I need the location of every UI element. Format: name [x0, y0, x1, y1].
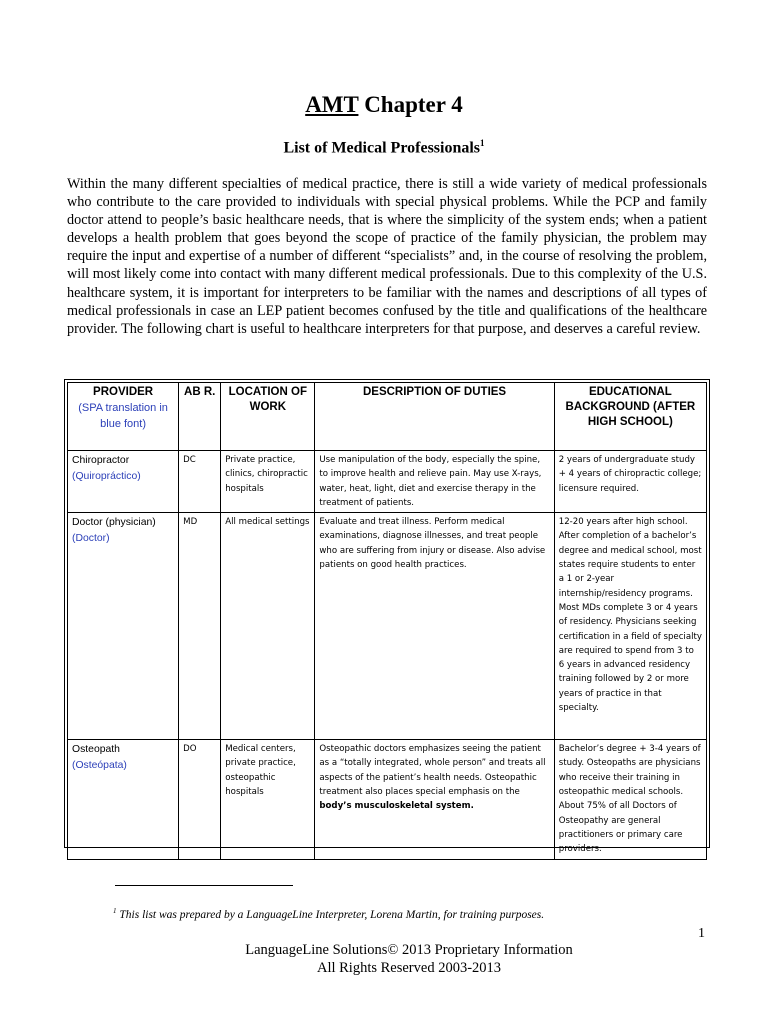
header-education: EDUCATIONAL BACKGROUND (AFTER HIGH SCHOOL) [554, 383, 706, 451]
title-abbr: AMT [305, 92, 359, 117]
header-provider: PROVIDER (SPA translation in blue font) [68, 383, 179, 451]
provider-cell: Chiropractor (Quiropráctico) [68, 451, 179, 513]
header-abr: AB R. [179, 383, 221, 451]
abr-cell: DO [179, 740, 221, 859]
page-subtitle [0, 138, 768, 157]
abr-cell: MD [179, 513, 221, 740]
spanish-translation: (Osteópata) [72, 760, 127, 772]
professionals-table [67, 382, 707, 860]
location-cell: Medical centers, private practice, osteopathic hospitals [221, 740, 315, 859]
abr-cell: DC [179, 451, 221, 513]
duties-cell: Evaluate and treat illness. Perform medical examinations, diagnose illnesses, and treat people who are suffering from injury or disease. Also advise patients on good health practices. [315, 513, 554, 740]
subtitle-text: List of Medical Professionals [283, 139, 481, 157]
header-provider-note: (SPA translation in blue font) [78, 402, 168, 430]
footnote-text: This list was prepared by a LanguageLine Interpreter, Lorena Martin, for training purposes. [116, 908, 545, 921]
provider-cell: Doctor (physician) (Doctor) [68, 513, 179, 740]
spanish-translation: (Quiropráctico) [72, 471, 141, 482]
footnote-marker: 1 [113, 907, 117, 915]
header-location: LOCATION OF WORK [221, 383, 315, 451]
education-cell: 2 years of undergraduate study + 4 years of chiropractic college; licensure required. [554, 451, 706, 513]
education-cell: Bachelor’s degree + 3-4 years of study. Osteopaths are physicians who receive their training in osteopathic medical schools. About 75% of all Doctors of Osteopathy are general practitioners or primary care providers. [554, 740, 706, 859]
table-header-row [68, 383, 707, 451]
page-title [0, 92, 768, 118]
footer-line-1: LanguageLine Solutions© 2013 Proprietary Information [245, 942, 573, 958]
title-rest: Chapter 4 [358, 92, 463, 117]
page-number: 1 [698, 926, 705, 941]
footnote [113, 907, 544, 921]
table-row [68, 513, 707, 740]
education-cell: 12-20 years after high school. After completion of a bachelor’s degree and medical school, most states require students to enter a 1 or 2-year internship/residency programs. Most MDs complete 3 or 4 years of residency. Physicians seeking certification in a field of specialty are required to spend from 3 to 6 years in advanced residency training followed by 2 or more years of practice in that specialty. [554, 513, 706, 740]
header-duties: DESCRIPTION OF DUTIES [315, 383, 554, 451]
spanish-translation: (Doctor) [72, 533, 110, 545]
provider-cell: Osteopath (Osteópata) [68, 740, 179, 859]
location-cell: All medical settings [221, 513, 315, 740]
intro-paragraph: Within the many different specialties of medical practice, there is still a wide variety of medical professionals who contribute to the care provided to individuals with special physical problems. While the PCP and family doctor attend to people’s basic healthcare needs, that is where the simplicity of the system ends; when a patient develops a health problem that goes beyond the scope of practice of the family physician, the problem may require the input and expertise of a number of different “specialists” and, in the course of resolving the problem, will most likely come into contact with many different medical professionals. Due to this complexity of the U.S. healthcare system, it is important for interpreters to be familiar with the names and descriptions of all types of medical professionals in case an LEP patient becomes confused by the title and qualifications of the healthcare provider. The following chart is useful to healthcare interpreters for that purpose, and deserves a careful review. [67, 176, 707, 337]
footnote-ref: 1 [480, 138, 485, 148]
table-row [68, 451, 707, 513]
professionals-table-frame [64, 379, 710, 855]
page-footer [0, 941, 768, 977]
duties-cell: Use manipulation of the body, especially the spine, to improve health and relieve pain. May use X-rays, water, heat, light, diet and exercise therapy in the treatment of patients. [315, 451, 554, 513]
table-row [68, 740, 707, 859]
footnote-divider [115, 885, 293, 886]
duties-cell: Osteopathic doctors emphasizes seeing the patient as a “totally integrated, whole person” and treats all aspects of the patient’s health needs. Osteopathic treatment also places special emphasis on the body’s musculoskeletal system. [315, 740, 554, 859]
footer-line-2: All Rights Reserved 2003-2013 [316, 960, 502, 976]
location-cell: Private practice, clinics, chiropractic hospitals [221, 451, 315, 513]
